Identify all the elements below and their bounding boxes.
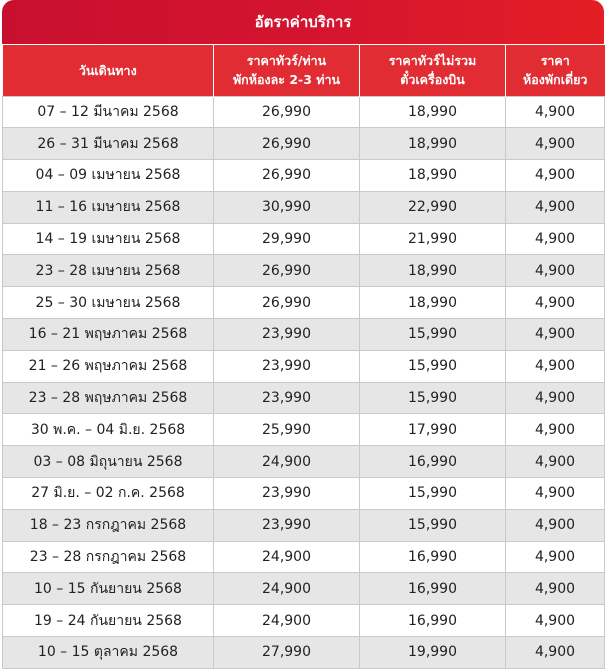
price-table: [2, 45, 605, 669]
single-room-cell: 4,900: [506, 319, 605, 351]
travel-date-cell: 11 – 16 เมษายน 2568: [3, 191, 214, 223]
no-flight-price-cell: 15,990: [360, 478, 506, 510]
table-row: [3, 350, 605, 382]
no-flight-price-cell: 15,990: [360, 319, 506, 351]
travel-date-cell: 03 – 08 มิถุนายน 2568: [3, 446, 214, 478]
no-flight-price-cell: 16,990: [360, 541, 506, 573]
single-room-cell: 4,900: [506, 605, 605, 637]
travel-date-cell: 23 – 28 กรกฎาคม 2568: [3, 541, 214, 573]
tour-price-cell: 24,900: [214, 541, 360, 573]
table-row: [3, 637, 605, 669]
travel-date-cell: 30 พ.ค. – 04 มิ.ย. 2568: [3, 414, 214, 446]
table-row: [3, 509, 605, 541]
table-row: [3, 605, 605, 637]
travel-date-cell: 10 – 15 กันยายน 2568: [3, 573, 214, 605]
travel-date-cell: 23 – 28 เมษายน 2568: [3, 255, 214, 287]
travel-date-cell: 14 – 19 เมษายน 2568: [3, 223, 214, 255]
no-flight-price-cell: 16,990: [360, 446, 506, 478]
tour-price-cell: 24,900: [214, 446, 360, 478]
single-room-cell: 4,900: [506, 191, 605, 223]
tour-price-cell: 26,990: [214, 96, 360, 128]
header-price-without-flight: ราคาทัวร์ไม่รวม ตั๋วเครื่องบิน: [360, 45, 506, 96]
tour-price-cell: 26,990: [214, 287, 360, 319]
table-row: [3, 96, 605, 128]
tour-price-cell: 23,990: [214, 509, 360, 541]
table-row: [3, 478, 605, 510]
table-row: [3, 191, 605, 223]
table-header: [3, 45, 605, 96]
tour-price-cell: 24,900: [214, 573, 360, 605]
no-flight-price-cell: 18,990: [360, 160, 506, 192]
tour-price-cell: 25,990: [214, 414, 360, 446]
single-room-cell: 4,900: [506, 160, 605, 192]
header-tour-price: ราคาทัวร์/ท่าน พักห้องละ 2-3 ท่าน: [214, 45, 360, 96]
table-row: [3, 446, 605, 478]
no-flight-price-cell: 21,990: [360, 223, 506, 255]
tour-price-cell: 26,990: [214, 255, 360, 287]
table-row: [3, 128, 605, 160]
travel-date-cell: 19 – 24 กันยายน 2568: [3, 605, 214, 637]
table-row: [3, 223, 605, 255]
table-row: [3, 573, 605, 605]
tour-price-cell: 26,990: [214, 160, 360, 192]
travel-date-cell: 25 – 30 เมษายน 2568: [3, 287, 214, 319]
table-body: [3, 96, 605, 668]
table-row: [3, 319, 605, 351]
no-flight-price-cell: 15,990: [360, 509, 506, 541]
travel-date-cell: 16 – 21 พฤษภาคม 2568: [3, 319, 214, 351]
travel-date-cell: 21 – 26 พฤษภาคม 2568: [3, 350, 214, 382]
tour-price-cell: 29,990: [214, 223, 360, 255]
single-room-cell: 4,900: [506, 478, 605, 510]
single-room-cell: 4,900: [506, 255, 605, 287]
no-flight-price-cell: 16,990: [360, 605, 506, 637]
travel-date-cell: 18 – 23 กรกฎาคม 2568: [3, 509, 214, 541]
no-flight-price-cell: 18,990: [360, 255, 506, 287]
travel-date-cell: 07 – 12 มีนาคม 2568: [3, 96, 214, 128]
no-flight-price-cell: 18,990: [360, 96, 506, 128]
no-flight-price-cell: 19,990: [360, 637, 506, 669]
table-row: [3, 541, 605, 573]
single-room-cell: 4,900: [506, 96, 605, 128]
tour-price-cell: 27,990: [214, 637, 360, 669]
header-single-room-price: ราคา ห้องพักเดี่ยว: [506, 45, 605, 96]
no-flight-price-cell: 17,990: [360, 414, 506, 446]
single-room-cell: 4,900: [506, 509, 605, 541]
tour-price-cell: 23,990: [214, 478, 360, 510]
table-row: [3, 287, 605, 319]
tour-price-cell: 26,990: [214, 128, 360, 160]
single-room-cell: 4,900: [506, 573, 605, 605]
single-room-cell: 4,900: [506, 287, 605, 319]
no-flight-price-cell: 22,990: [360, 191, 506, 223]
table-row: [3, 255, 605, 287]
table-row: [3, 382, 605, 414]
no-flight-price-cell: 16,990: [360, 573, 506, 605]
no-flight-price-cell: 18,990: [360, 287, 506, 319]
tour-price-cell: 23,990: [214, 350, 360, 382]
tour-price-cell: 23,990: [214, 382, 360, 414]
no-flight-price-cell: 15,990: [360, 350, 506, 382]
single-room-cell: 4,900: [506, 128, 605, 160]
single-room-cell: 4,900: [506, 446, 605, 478]
single-room-cell: 4,900: [506, 382, 605, 414]
travel-date-cell: 27 มิ.ย. – 02 ก.ค. 2568: [3, 478, 214, 510]
no-flight-price-cell: 18,990: [360, 128, 506, 160]
table-row: [3, 160, 605, 192]
travel-date-cell: 26 – 31 มีนาคม 2568: [3, 128, 214, 160]
header-row: [3, 45, 605, 96]
single-room-cell: 4,900: [506, 637, 605, 669]
no-flight-price-cell: 15,990: [360, 382, 506, 414]
tour-price-cell: 23,990: [214, 319, 360, 351]
single-room-cell: 4,900: [506, 414, 605, 446]
tour-price-cell: 30,990: [214, 191, 360, 223]
travel-date-cell: 10 – 15 ตุลาคม 2568: [3, 637, 214, 669]
tour-price-cell: 24,900: [214, 605, 360, 637]
single-room-cell: 4,900: [506, 541, 605, 573]
single-room-cell: 4,900: [506, 223, 605, 255]
travel-date-cell: 04 – 09 เมษายน 2568: [3, 160, 214, 192]
table-title: อัตราค่าบริการ: [2, 0, 604, 44]
travel-date-cell: 23 – 28 พฤษภาคม 2568: [3, 382, 214, 414]
table-row: [3, 414, 605, 446]
single-room-cell: 4,900: [506, 350, 605, 382]
header-travel-date: วันเดินทาง: [78, 62, 137, 78]
